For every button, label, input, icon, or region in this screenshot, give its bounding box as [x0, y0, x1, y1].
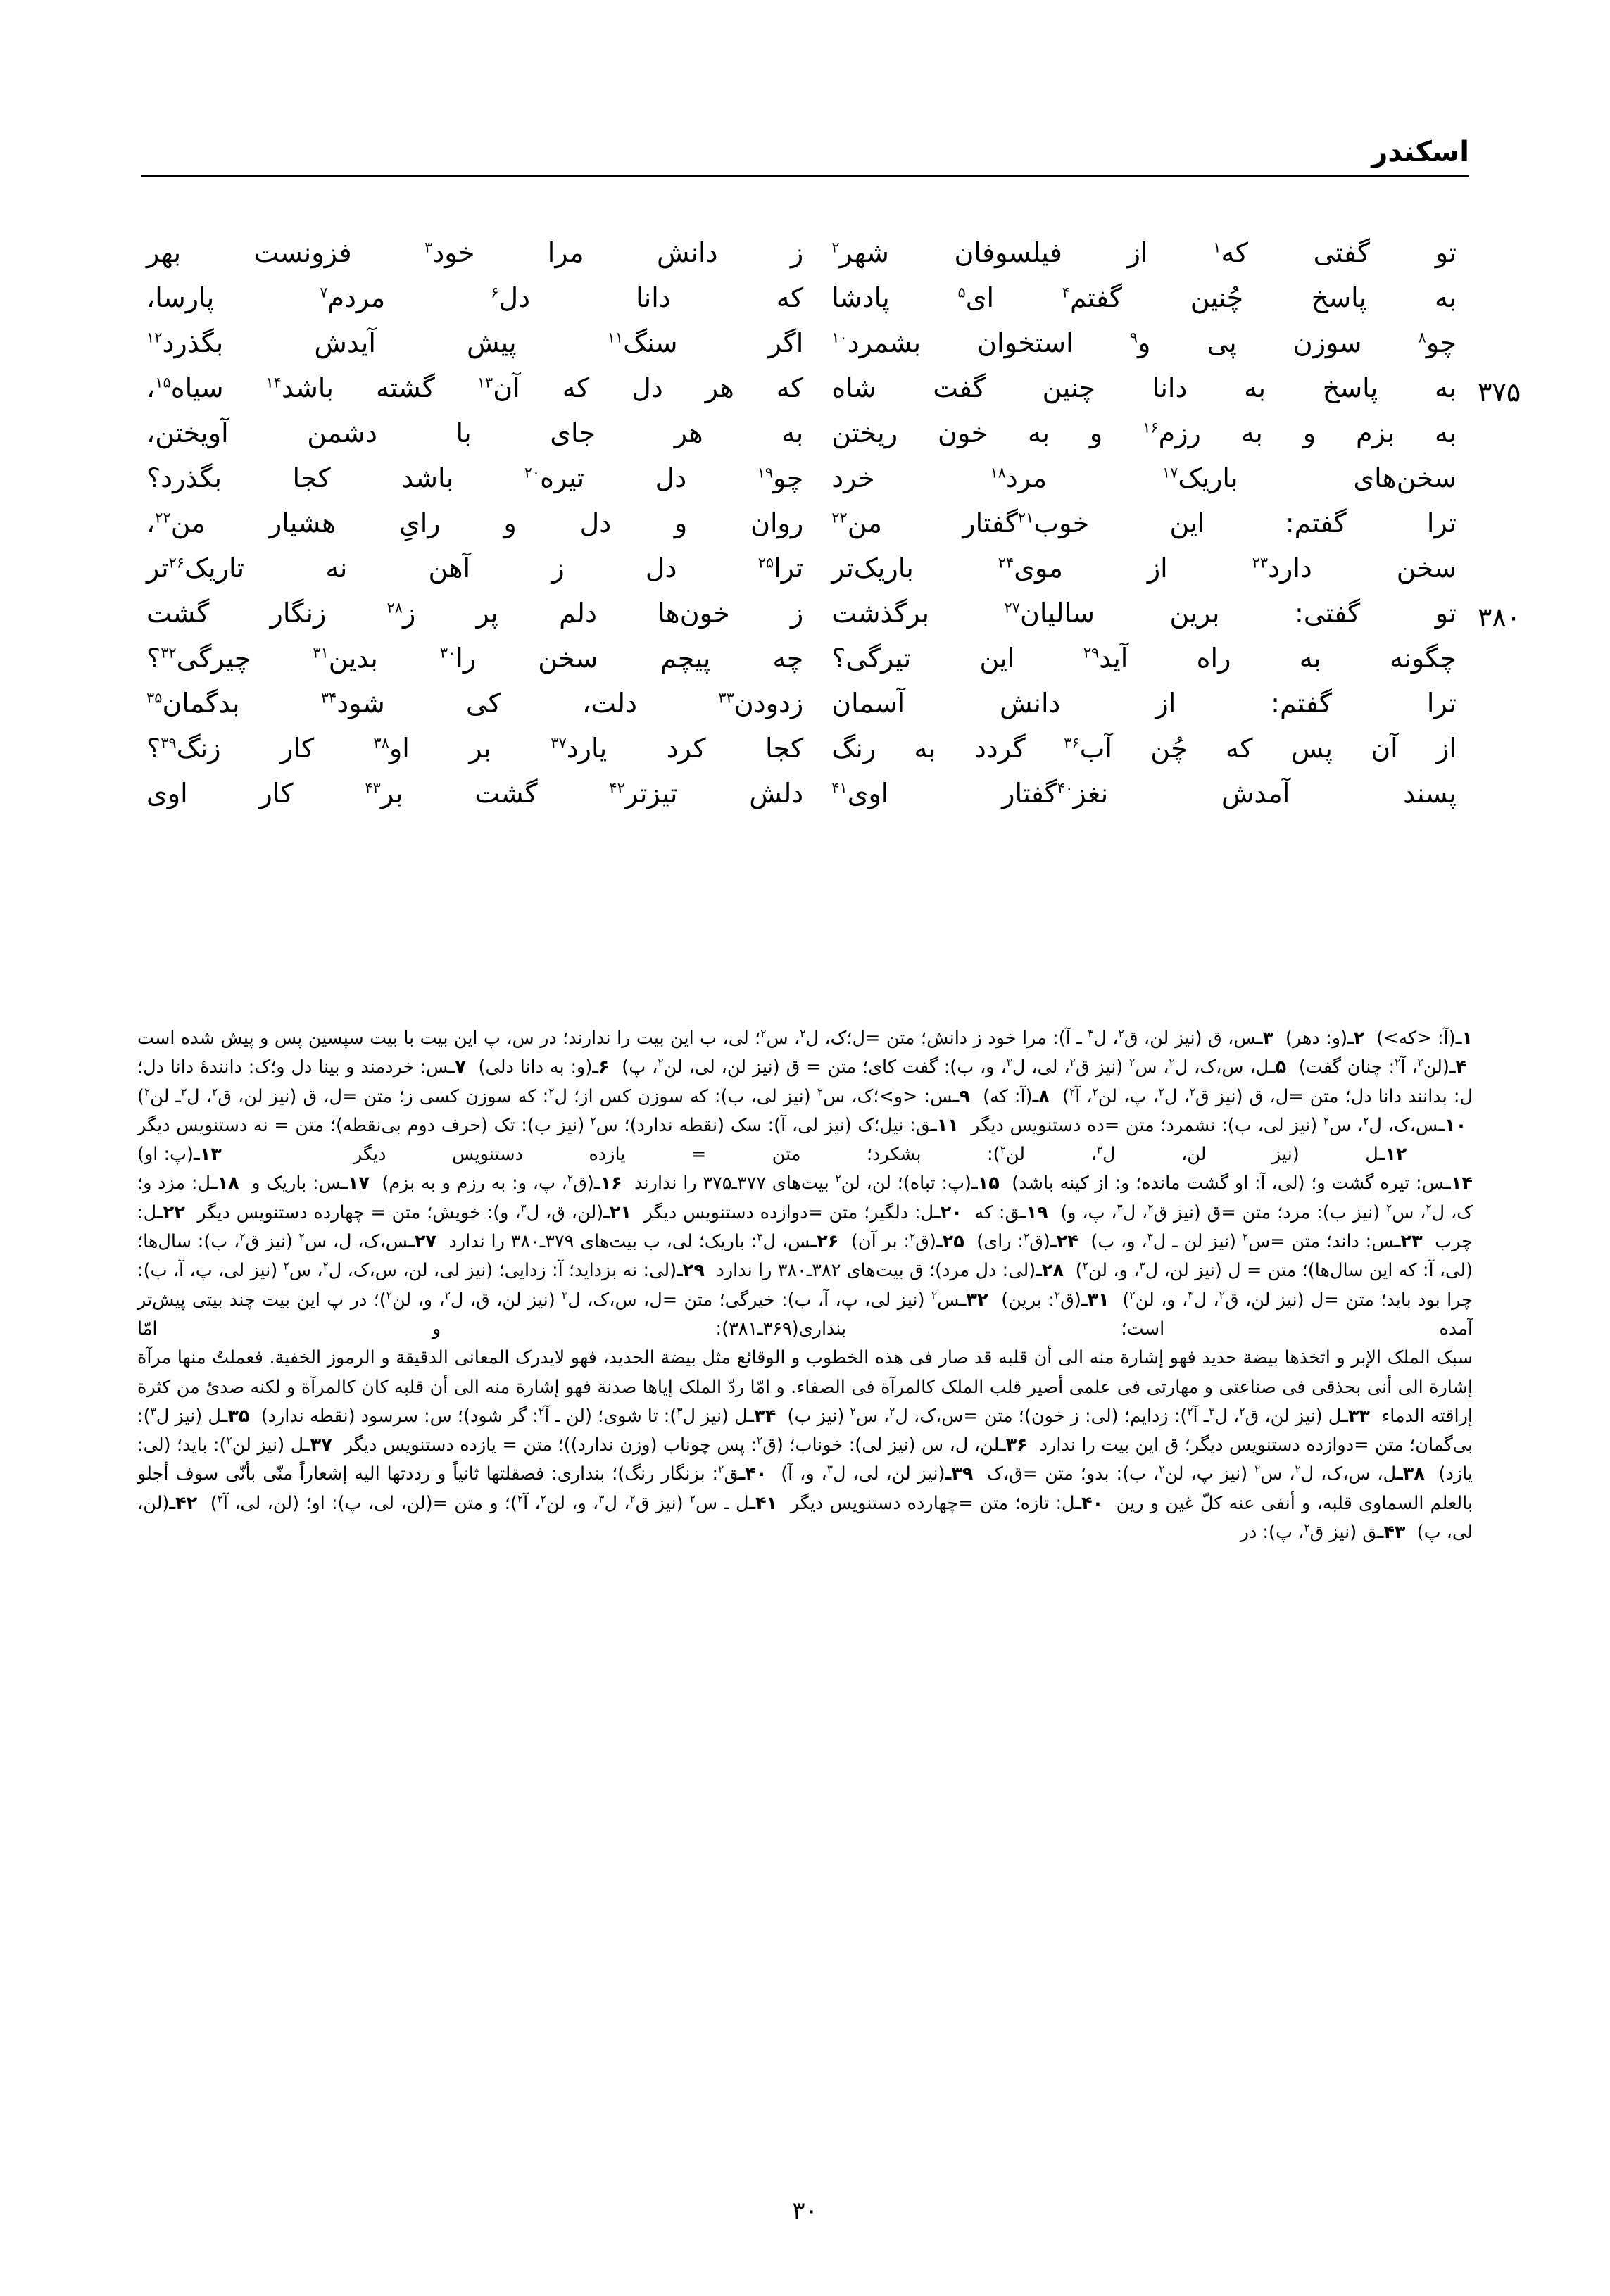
folio-number: ۳۰ [792, 2197, 818, 2225]
verse-line [141, 645, 1469, 690]
verse-line [141, 417, 1469, 465]
hemistich-second: چو$^{۱۹}$ دل تیره$^{۲۰}$ باشد کجا بگذرد؟ [146, 462, 804, 493]
hemistich-second: دلش تیزتر$^{۴۲}$ گشت بر$^{۴۳}$ کار اوی [146, 778, 804, 809]
verse-line [141, 372, 1521, 420]
apparatus-paragraph: ۱۴ـس: تیره گشت و؛ (لی، آ: او گشت مانده؛ و: از کینه باشد) ۱۵ـ(پ: تباه)؛ لن، لن$^۲$ بیت‌های ۳۷۷ـ۳۷۵ را ندارند ۱۶ـ(ق$^۲$، پ، و: به رزم و به بزم) ۱۷ـس: باریک و ۱۸ـل: مزد و؛ک، ل$^۲$، س$^۲$ (نیز ب): مرد؛ متن =ق (نیز ق$^۲$، ل$^۳$، پ، و) ۱۹ـق: که ۲۰ـل: دلگیر؛ متن =دوازده دستنویس دیگر ۲۱ـ(لن، ق، ل$^۳$، و): خویش؛ متن = چهارده دستنویس دیگر ۲۲ـل: چرب ۲۳ـس: داند؛ متن =س$^۲$ (نیز لن ـ ل$^۳$، و، ب) ۲۴ـ(ق$^۲$: رای) ۲۵ـ(ق$^۲$: بر آن) ۲۶ـس، ل$^۳$: باریک؛ لی، ب بیت‌های ۳۷۹ـ۳۸۰ را ندارد ۲۷ـس،ک، ل، س$^۲$ (نیز ق$^۲$، ب): سال‌ها؛ (لی، آ: که این سال‌ها)؛ متن = ل (نیز لن، ل$^۳$، و، لن$^۲$) ۲۸ـ(لی: دل مرد)؛ ق بیت‌های ۳۸۲ـ۳۸۰ را ندارد ۲۹ـ(لی: نه بزداید؛ آ: زدایی؛ (نیز لی، لن، س،ک، ل$^۲$، س$^۲$ (نیز لی، پ، آ، ب): چرا بود باید؛ متن =ل (نیز لن، ق$^۲$، ل$^۳$، و، لن$^۲$) ۳۱ـ(ق$^۲$: برین) ۳۲ـس$^۲$ (نیز لی، پ، آ، ب): خیرگی؛ متن =ل، س،ک، ل$^۳$ (نیز لن، ق، ل$^۲$، و، لن$^۲$)؛ در پ این بیت چند بیتی پیش‌تر آمده است؛ بنداری(۳۶۹ـ۳۸۱): و امّا [137, 1172, 1473, 1339]
critical-apparatus [137, 1024, 1473, 1547]
hemistich-first: پسند آمدش نغز$^{۴۰}$گفتار اوی$^{۴۱}$ [831, 778, 1457, 809]
verse-line [141, 507, 1469, 555]
hemistich-first: ترا گفتم: از دانش آسمان [831, 688, 1457, 719]
hemistich-second: ترا$^{۲۵}$ دل ز آهن نه تاریک$^{۲۶}$تر [146, 553, 804, 584]
hemistich-first: از آن پس که چُن آب$^{۳۶}$ گردد به رنگ [831, 733, 1457, 764]
hemistich-second: ز خون‌ها دلم پر ز$^{۲۸}$ زنگار گشت [146, 598, 804, 629]
hemistich-second: زدودن$^{۳۳}$ دلت، کی شود$^{۳۴}$ بدگمان$^{۳۵}$ [146, 688, 804, 719]
hemistich-second: که دانا دل$^۶$ مردم$^۷$ پارسا، [146, 282, 804, 313]
hemistich-second: اگر سنگ$^{۱۱}$ پیش آیدش بگذرد$^{۱۲}$ [146, 327, 804, 358]
verse-line [141, 780, 1469, 825]
apparatus-paragraph: سبک الملک الإبر و اتخذها بیضة حدید فهو إشارة منه الی أن قلبه قد صار فی هذه الخطوب و الوقائع مثل بیضة الحدید، فهو لایدرک المعانی الدقیقة و الرموز الخفیة. فعملتُ منها مرآة إشارة الی أنی بحذقی فی صناعتی و مهارتی فی علمی أصیر قلب الملک کالمرآة فی الصفاء. و امّا ردّ الملک إیاها صدنة فهو إشارة منه الی أن قلبه کان کالمرآة و لکنه صدئ من کثرة إراقته الدماء ۳۳ـل (نیز لن، ق$^۲$، ل$^۳$ـ آ$^۲$): زدایم؛ (لی: ز خون)؛ متن =س،ک، ل$^۲$، س$^۲$ (نیز ب) ۳۴ـل (نیز ل$^۳$): تا شوی؛ (لن ـ آ$^۲$: گر شود)؛ س: سرسود (نقطه ندارد) ۳۵ـل (نیز ل$^۳$): بی‌گمان؛ متن =دوازده دستنویس دیگر؛ ق این بیت را ندارد ۳۶ـلن، ل، س (نیز لی): خوناب؛ (ق$^۲$: پس چوناب (وزن ندارد))؛ متن = یازده دستنویس دیگر ۳۷ـل (نیز لن$^۲$): باید؛ (لی: یازد) ۳۸ـل، س،ک، ل$^۲$، س$^۲$ (نیز پ، لن$^۲$، ب): بدو؛ متن =ق،ک ۳۹ـ(نیز لن، لی، ل$^۳$، و، آ) ۴۰ـق$^۲$: بزنگار رنگ)؛ بنداری: فصقلتها ثانیاً و رددتها الیه إشعاراً منّی بأنّی سوف أجلو بالعلم السماوی قلبه، و أنفی عنه کلّ غین و رین ۴۰ـل: تازه؛ متن =چهارده دستنویس دیگر ۴۱ـل ـ س$^۲$ (نیز ق$^۲$، ل$^۳$، و، لن$^۲$، آ$^۲$)؛ و متن =(لن، لی، پ): او؛ (لن، لی، آ$^۲$) ۴۲ـ(لن، لی، پ) ۴۳ـق (نیز ق$^۲$، پ): در [137, 1347, 1473, 1544]
hemistich-first: سخن‌های باریک$^{۱۷}$ مرد$^{۱۸}$ خرد [831, 462, 1457, 493]
hemistich-first: چو$^۸$ سوزن پی و$^۹$ استخوان بشمرد$^{۱۰}$ [831, 327, 1457, 358]
verse-line [141, 239, 1469, 284]
verse-line [141, 462, 1469, 510]
verse-block [141, 237, 1521, 825]
verse-line [141, 329, 1469, 374]
verse-line [141, 735, 1469, 780]
hemistich-first: به پاسخ به دانا چنین گفت شاه [831, 372, 1457, 403]
hemistich-first: چگونه به راه آید$^{۲۹}$ این تیرگی؟ [831, 643, 1457, 674]
hemistich-first: به بزم و به رزم$^{۱۶}$ و به خون ریختن [831, 417, 1457, 448]
verse-number: ۳۸۰ [1478, 602, 1521, 633]
hemistich-second: روان و دل و رایِ هشیار من$^{۲۲}$، [146, 507, 804, 538]
running-head-title: اسکندر [1371, 136, 1469, 168]
hemistich-first: سخن دارد$^{۲۳}$ از موی$^{۲۴}$ باریک‌تر [831, 553, 1457, 584]
hemistich-second: به هر جای با دشمن آویختن، [146, 417, 804, 448]
hemistich-first: ترا گفتم: این خوب$^{۲۱}$گفتار من$^{۲۲}$ [831, 507, 1457, 538]
hemistich-first: به پاسخ چُنین گفتم$^۴$ ای$^۵$ پادشا [831, 282, 1457, 313]
hemistich-second: ز دانش مرا خود$^۳$ فزونست بهر [146, 237, 804, 268]
verse-number: ۳۷۵ [1478, 377, 1521, 408]
hemistich-first: تو گفتی: برین سالیان$^{۲۷}$ برگذشت [831, 598, 1457, 629]
hemistich-second: که هر دل که آن$^{۱۳}$ گشته باشد$^{۱۴}$ سیاه$^{۱۵}$، [146, 372, 804, 403]
verse-line [141, 284, 1469, 329]
verse-line [141, 690, 1469, 735]
header-divider-rule [141, 175, 1469, 177]
hemistich-second: چه پیچم سخن را$^{۳۰}$ بدین$^{۳۱}$ چیرگی$^{۳۲}$؟ [146, 643, 804, 674]
running-head-area [141, 138, 1469, 177]
apparatus-paragraph: ۱ـ(آ: <که>) ۲ـ(و: دهر) ۳ـس، ق (نیز لن، ق$^۲$، ل$^۳$ ـ آ): مرا خود ز دانش؛ متن =ل؛ک، ل$^۲$، س$^۲$؛ لی، ب این بیت را ندارند؛ در س، پ این بیت با بیت سپسین پس و پیش شده است ۴ـ(لن$^۲$، آ$^۲$: چنان گفت) ۵ـل، س،ک، ل$^۲$، س$^۲$ (نیز ق$^۲$، لی، ل$^۳$، و، ب): گفت کای؛ متن = ق (نیز لن، لی، لن$^۲$، پ) ۶ـ(و: به دانا دلی) ۷ـس: خردمند و بینا دل و؛ک: دانندهٔ دانا دل؛ ل: بدانند دانا دل؛ متن =ل، ق (نیز ق$^۲$، ل$^۲$، پ، لن$^۲$، آ$^۲$) ۸ـ(آ: که) ۹ـس: <و>؛ک، س$^۲$ (نیز لی، ب): که سوزن کس از؛ ل$^۲$: که سوزن کسی ز؛ متن =ل، ق (نیز لن، ق$^۲$، ل$^۳$ـ لن$^۲$) ۱۰ـس،ک، ل$^۲$، س$^۲$ (نیز لی، ب): نشمرد؛ متن =ده دستنویس دیگر ۱۱ـق: نیل؛ک (نیز لی، آ): سک (نقطه ندارد)؛ س$^۲$ (نیز ب): تک (حرف دوم بی‌نقطه)؛ متن = نه دستنویس دیگر ۱۲ـل (نیز لن، ل$^۳$، لن$^۲$): بشکرد؛ متن = یازده دستنویس دیگر ۱۳ـ(پ: او) [137, 1027, 1473, 1166]
hemistich-second: کجا کرد یارد$^{۳۷}$ بر او$^{۳۸}$ کار زنگ$^{۳۹}$؟ [146, 733, 804, 764]
verse-line [141, 555, 1469, 600]
verse-line [141, 598, 1521, 645]
hemistich-first: تو گفتی که$^۱$ از فیلسوفان شهر$^۲$ [831, 237, 1457, 268]
